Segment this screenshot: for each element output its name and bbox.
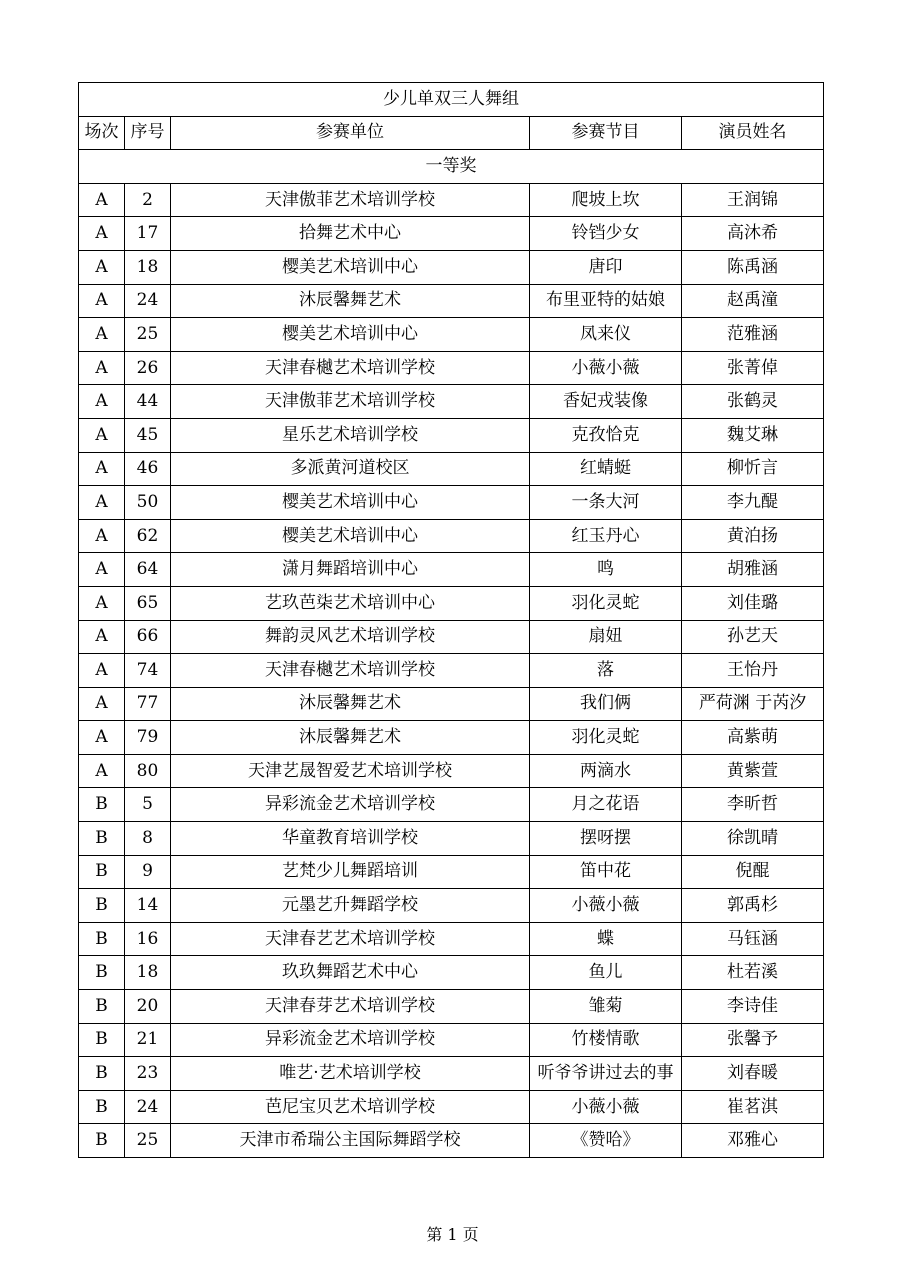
cell-unit: 玖玖舞蹈艺术中心: [171, 956, 530, 990]
cell-performer: 李九醍: [682, 486, 824, 520]
cell-program: 鸣: [530, 553, 682, 587]
cell-unit: 拾舞艺术中心: [171, 217, 530, 251]
cell-program: 笛中花: [530, 855, 682, 889]
cell-unit: 异彩流金艺术培训学校: [171, 788, 530, 822]
cell-unit: 华童教育培训学校: [171, 822, 530, 856]
cell-performer: 李昕哲: [682, 788, 824, 822]
cell-performer: 高沐希: [682, 217, 824, 251]
cell-session: A: [79, 687, 125, 721]
cell-program: 雏菊: [530, 990, 682, 1024]
table-row: [79, 822, 824, 856]
cell-performer: 张馨予: [682, 1023, 824, 1057]
table-title: 少儿单双三人舞组: [79, 83, 824, 117]
cell-unit: 樱美艺术培训中心: [171, 250, 530, 284]
cell-unit: 天津艺晟智爱艺术培训学校: [171, 754, 530, 788]
cell-program: 落: [530, 654, 682, 688]
cell-session: B: [79, 822, 125, 856]
cell-number: 24: [125, 1090, 171, 1124]
cell-session: A: [79, 486, 125, 520]
table-row: [79, 1124, 824, 1158]
cell-program: 唐印: [530, 250, 682, 284]
table-row: [79, 553, 824, 587]
cell-performer: 李诗佳: [682, 990, 824, 1024]
cell-performer: 邓雅心: [682, 1124, 824, 1158]
table-row: [79, 788, 824, 822]
table-row: [79, 586, 824, 620]
cell-unit: 天津傲菲艺术培训学校: [171, 385, 530, 419]
cell-performer: 张鹤灵: [682, 385, 824, 419]
cell-number: 62: [125, 519, 171, 553]
cell-session: A: [79, 183, 125, 217]
cell-session: A: [79, 418, 125, 452]
cell-number: 18: [125, 956, 171, 990]
cell-program: 小薇小薇: [530, 889, 682, 923]
cell-number: 50: [125, 486, 171, 520]
cell-performer: 范雅涵: [682, 318, 824, 352]
cell-session: A: [79, 654, 125, 688]
cell-performer: 刘佳璐: [682, 586, 824, 620]
cell-program: 红蜻蜓: [530, 452, 682, 486]
table-row: [79, 519, 824, 553]
cell-unit: 潇月舞蹈培训中心: [171, 553, 530, 587]
cell-program: 摆呀摆: [530, 822, 682, 856]
cell-session: A: [79, 250, 125, 284]
cell-performer: 黄紫萱: [682, 754, 824, 788]
cell-unit: 天津傲菲艺术培训学校: [171, 183, 530, 217]
cell-session: B: [79, 1057, 125, 1091]
cell-performer: 黄泊扬: [682, 519, 824, 553]
cell-number: 77: [125, 687, 171, 721]
header-unit: 参赛单位: [171, 116, 530, 150]
cell-session: A: [79, 452, 125, 486]
cell-unit: 樱美艺术培训中心: [171, 318, 530, 352]
cell-performer: 孙艺天: [682, 620, 824, 654]
cell-performer: 严荷渊 于芮汐: [682, 687, 824, 721]
cell-number: 9: [125, 855, 171, 889]
cell-performer: 郭禹杉: [682, 889, 824, 923]
cell-session: B: [79, 990, 125, 1024]
cell-performer: 高紫萌: [682, 721, 824, 755]
cell-unit: 星乐艺术培训学校: [171, 418, 530, 452]
cell-program: 铃铛少女: [530, 217, 682, 251]
table-row: [79, 990, 824, 1024]
cell-session: A: [79, 721, 125, 755]
cell-program: 凤来仪: [530, 318, 682, 352]
cell-number: 64: [125, 553, 171, 587]
table-row: [79, 1057, 824, 1091]
table-row: [79, 889, 824, 923]
cell-number: 25: [125, 318, 171, 352]
cell-program: 小薇小薇: [530, 1090, 682, 1124]
cell-unit: 沐辰馨舞艺术: [171, 721, 530, 755]
table-row: [79, 351, 824, 385]
cell-performer: 王润锦: [682, 183, 824, 217]
cell-performer: 赵禹潼: [682, 284, 824, 318]
table-row: [79, 754, 824, 788]
cell-number: 2: [125, 183, 171, 217]
cell-session: B: [79, 889, 125, 923]
cell-performer: 陈禹涵: [682, 250, 824, 284]
cell-unit: 艺梵少儿舞蹈培训: [171, 855, 530, 889]
cell-unit: 沐辰馨舞艺术: [171, 284, 530, 318]
table-row: [79, 418, 824, 452]
cell-unit: 异彩流金艺术培训学校: [171, 1023, 530, 1057]
cell-unit: 艺玖芭柒艺术培训中心: [171, 586, 530, 620]
header-performer: 演员姓名: [682, 116, 824, 150]
table-row: [79, 956, 824, 990]
cell-program: 月之花语: [530, 788, 682, 822]
cell-unit: 樱美艺术培训中心: [171, 519, 530, 553]
cell-session: A: [79, 217, 125, 251]
cell-number: 66: [125, 620, 171, 654]
cell-session: B: [79, 922, 125, 956]
cell-number: 14: [125, 889, 171, 923]
cell-number: 26: [125, 351, 171, 385]
cell-number: 79: [125, 721, 171, 755]
cell-program: 竹楼情歌: [530, 1023, 682, 1057]
cell-program: 一条大河: [530, 486, 682, 520]
header-number: 序号: [125, 116, 171, 150]
awards-table: [78, 82, 824, 1158]
cell-unit: 天津春芽艺术培训学校: [171, 990, 530, 1024]
cell-unit: 芭尼宝贝艺术培训学校: [171, 1090, 530, 1124]
table-row: [79, 250, 824, 284]
table-row: [79, 452, 824, 486]
cell-number: 8: [125, 822, 171, 856]
table-row: [79, 687, 824, 721]
cell-unit: 天津春樾艺术培训学校: [171, 654, 530, 688]
cell-unit: 天津市希瑞公主国际舞蹈学校: [171, 1124, 530, 1158]
cell-session: A: [79, 385, 125, 419]
cell-program: 两滴水: [530, 754, 682, 788]
cell-program: 羽化灵蛇: [530, 721, 682, 755]
cell-performer: 柳忻言: [682, 452, 824, 486]
cell-program: 鱼儿: [530, 956, 682, 990]
cell-program: 我们俩: [530, 687, 682, 721]
cell-number: 46: [125, 452, 171, 486]
page-footer: 第 1 页: [426, 1225, 479, 1244]
cell-session: B: [79, 1124, 125, 1158]
cell-unit: 舞韵灵风艺术培训学校: [171, 620, 530, 654]
cell-program: 克孜恰克: [530, 418, 682, 452]
table-row: [79, 654, 824, 688]
table-row: [79, 318, 824, 352]
cell-program: 听爷爷讲过去的事: [530, 1057, 682, 1091]
cell-session: B: [79, 1090, 125, 1124]
cell-number: 18: [125, 250, 171, 284]
header-row: [79, 116, 824, 150]
cell-program: 香妃戎装像: [530, 385, 682, 419]
table-row: [79, 284, 824, 318]
cell-program: 布里亚特的姑娘: [530, 284, 682, 318]
section-label: 一等奖: [79, 150, 824, 184]
cell-performer: 胡雅涵: [682, 553, 824, 587]
cell-unit: 元墨艺升舞蹈学校: [171, 889, 530, 923]
cell-number: 21: [125, 1023, 171, 1057]
cell-performer: 刘春暖: [682, 1057, 824, 1091]
cell-number: 23: [125, 1057, 171, 1091]
cell-session: A: [79, 519, 125, 553]
cell-number: 45: [125, 418, 171, 452]
table-row: [79, 922, 824, 956]
cell-unit: 樱美艺术培训中心: [171, 486, 530, 520]
table-row: [79, 486, 824, 520]
cell-number: 24: [125, 284, 171, 318]
cell-session: A: [79, 586, 125, 620]
cell-number: 5: [125, 788, 171, 822]
cell-number: 17: [125, 217, 171, 251]
cell-session: B: [79, 788, 125, 822]
cell-session: A: [79, 318, 125, 352]
cell-number: 16: [125, 922, 171, 956]
section-row: [79, 150, 824, 184]
cell-program: 红玉丹心: [530, 519, 682, 553]
title-row: [79, 83, 824, 117]
cell-program: 小薇小薇: [530, 351, 682, 385]
table-row: [79, 183, 824, 217]
cell-performer: 张菁倬: [682, 351, 824, 385]
table-row: [79, 1023, 824, 1057]
cell-program: 《赞哈》: [530, 1124, 682, 1158]
cell-performer: 马钰涵: [682, 922, 824, 956]
table-row: [79, 721, 824, 755]
table-row: [79, 385, 824, 419]
cell-performer: 魏艾琳: [682, 418, 824, 452]
cell-unit: 天津春艺艺术培训学校: [171, 922, 530, 956]
cell-performer: 杜若溪: [682, 956, 824, 990]
cell-performer: 王怡丹: [682, 654, 824, 688]
table-row: [79, 1090, 824, 1124]
cell-session: A: [79, 284, 125, 318]
table-row: [79, 855, 824, 889]
header-session: 场次: [79, 116, 125, 150]
cell-unit: 唯艺·艺术培训学校: [171, 1057, 530, 1091]
cell-unit: 天津春樾艺术培训学校: [171, 351, 530, 385]
cell-number: 74: [125, 654, 171, 688]
cell-session: A: [79, 620, 125, 654]
table-row: [79, 217, 824, 251]
cell-number: 65: [125, 586, 171, 620]
cell-performer: 倪醌: [682, 855, 824, 889]
cell-session: B: [79, 1023, 125, 1057]
cell-program: 蝶: [530, 922, 682, 956]
cell-number: 25: [125, 1124, 171, 1158]
cell-number: 80: [125, 754, 171, 788]
header-program: 参赛节目: [530, 116, 682, 150]
cell-session: B: [79, 855, 125, 889]
cell-program: 扇妞: [530, 620, 682, 654]
table-row: [79, 620, 824, 654]
cell-performer: 崔茗淇: [682, 1090, 824, 1124]
cell-unit: 多派黄河道校区: [171, 452, 530, 486]
cell-session: B: [79, 956, 125, 990]
cell-session: A: [79, 553, 125, 587]
cell-number: 44: [125, 385, 171, 419]
cell-program: 爬坡上坎: [530, 183, 682, 217]
cell-session: A: [79, 351, 125, 385]
cell-unit: 沐辰馨舞艺术: [171, 687, 530, 721]
cell-performer: 徐凯晴: [682, 822, 824, 856]
cell-session: A: [79, 754, 125, 788]
cell-number: 20: [125, 990, 171, 1024]
cell-program: 羽化灵蛇: [530, 586, 682, 620]
